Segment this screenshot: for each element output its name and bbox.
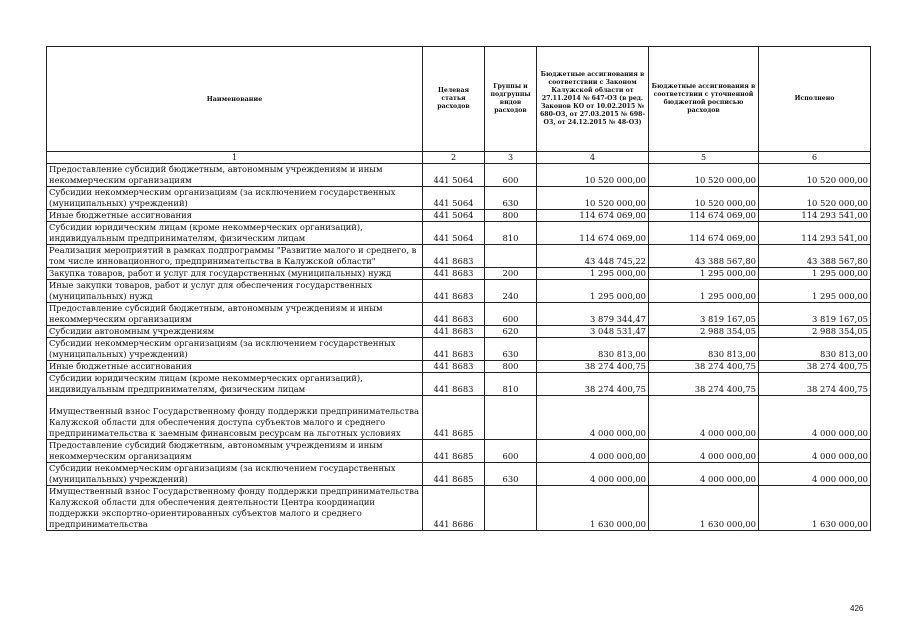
row-refined-amount: 4 000 000,00 [649,440,759,463]
row-group: 630 [485,338,537,361]
row-name: Субсидии автономным учреждениям [47,326,423,338]
row-target: 441 8683 [423,338,485,361]
row-executed-amount: 1 295 000,00 [759,280,871,303]
row-name: Субсидии некоммерческим организациям (за исключением государственных (муниципальных) учреждений) [47,187,423,210]
row-group: 240 [485,280,537,303]
table-row [47,463,871,486]
row-executed-amount: 43 388 567,80 [759,245,871,268]
row-law-amount: 38 274 400,75 [537,373,649,396]
table-body [47,164,871,531]
table-row [47,396,871,440]
row-target: 441 8683 [423,326,485,338]
header-group: Группы и подгруппы видов расходов [485,47,537,152]
row-group [485,245,537,268]
row-refined-amount: 38 274 400,75 [649,373,759,396]
budget-table [46,46,871,531]
row-refined-amount: 3 819 167,05 [649,303,759,326]
row-group: 200 [485,268,537,280]
row-target: 441 8685 [423,463,485,486]
row-name: Субсидии юридическим лицам (кроме некоммерческих организаций), индивидуальным предпринимателям, физическим лицам [47,222,423,245]
row-target: 441 8685 [423,396,485,440]
table-header-row [47,47,871,152]
row-law-amount: 3 879 344,47 [537,303,649,326]
row-executed-amount: 114 293 541,00 [759,222,871,245]
header-target: Целевая статья расходов [423,47,485,152]
row-law-amount: 1 295 000,00 [537,280,649,303]
row-refined-amount: 4 000 000,00 [649,463,759,486]
table-row [47,303,871,326]
row-refined-amount: 10 520 000,00 [649,187,759,210]
row-group: 600 [485,164,537,187]
row-group: 810 [485,373,537,396]
row-executed-amount: 38 274 400,75 [759,373,871,396]
row-name: Иные закупки товаров, работ и услуг для обеспечения государственных (муниципальных) нужд [47,280,423,303]
table-row [47,280,871,303]
row-group: 630 [485,463,537,486]
row-target: 441 8683 [423,245,485,268]
row-executed-amount: 830 813,00 [759,338,871,361]
column-number: 6 [759,152,871,164]
row-target: 441 8683 [423,280,485,303]
row-group: 630 [485,187,537,210]
row-group: 600 [485,303,537,326]
row-group: 810 [485,222,537,245]
table-row [47,326,871,338]
column-number: 5 [649,152,759,164]
row-executed-amount: 2 988 354,05 [759,326,871,338]
row-target: 441 8683 [423,268,485,280]
row-name: Субсидии некоммерческим организациям (за исключением государственных (муниципальных) учреждений) [47,463,423,486]
row-target: 441 8686 [423,486,485,531]
row-group [485,396,537,440]
row-law-amount: 10 520 000,00 [537,187,649,210]
table-row [47,268,871,280]
row-refined-amount: 1 295 000,00 [649,280,759,303]
row-target: 441 8683 [423,361,485,373]
row-target: 441 8685 [423,440,485,463]
row-executed-amount: 10 520 000,00 [759,164,871,187]
row-executed-amount: 114 293 541,00 [759,210,871,222]
row-law-amount: 1 295 000,00 [537,268,649,280]
row-law-amount: 4 000 000,00 [537,440,649,463]
row-name: Имущественный взнос Государственному фонду поддержки предпринимательства Калужской области для обеспечения доступа субъектов малого и среднего предпринимательства к заемным финансовым ресурсам на льготных условиях [47,396,423,440]
row-law-amount: 830 813,00 [537,338,649,361]
row-law-amount: 1 630 000,00 [537,486,649,531]
row-target: 441 5064 [423,210,485,222]
row-target: 441 5064 [423,222,485,245]
row-executed-amount: 1 295 000,00 [759,268,871,280]
row-name: Реализация мероприятий в рамках подпрограммы "Развитие малого и среднего, в том числе инновационного, предпринимательства в Калужской области" [47,245,423,268]
row-law-amount: 4 000 000,00 [537,396,649,440]
row-target: 441 8683 [423,373,485,396]
row-group: 620 [485,326,537,338]
table-row [47,373,871,396]
row-name: Иные бюджетные ассигнования [47,210,423,222]
row-refined-amount: 1 630 000,00 [649,486,759,531]
table-row [47,440,871,463]
row-refined-amount: 43 388 567,80 [649,245,759,268]
page-number: 426 [850,604,864,613]
row-executed-amount: 38 274 400,75 [759,361,871,373]
row-law-amount: 4 000 000,00 [537,463,649,486]
row-executed-amount: 3 819 167,05 [759,303,871,326]
column-number: 3 [485,152,537,164]
row-law-amount: 3 048 531,47 [537,326,649,338]
row-refined-amount: 2 988 354,05 [649,326,759,338]
table-row [47,222,871,245]
budget-table-sheet [46,46,870,531]
row-law-amount: 43 448 745,22 [537,245,649,268]
row-law-amount: 114 674 069,00 [537,210,649,222]
column-number: 1 [47,152,423,164]
table-row [47,361,871,373]
table-row [47,486,871,531]
row-name: Закупка товаров, работ и услуг для государственных (муниципальных) нужд [47,268,423,280]
row-executed-amount: 4 000 000,00 [759,396,871,440]
row-group: 800 [485,361,537,373]
row-name: Имущественный взнос Государственному фонду поддержки предпринимательства Калужской области для обеспечения деятельности Центра координации поддержки экспортно-ориентированных субъектов малого и среднего предпринимательства [47,486,423,531]
header-refined: Бюджетные ассигнования в соответствии с уточненной бюджетной росписью расходов [649,47,759,152]
row-name: Субсидии юридическим лицам (кроме некоммерческих организаций), индивидуальным предпринимателям, физическим лицам [47,373,423,396]
row-target: 441 5064 [423,164,485,187]
row-group: 600 [485,440,537,463]
column-number: 4 [537,152,649,164]
column-number-row [47,152,871,164]
row-executed-amount: 1 630 000,00 [759,486,871,531]
row-name: Субсидии некоммерческим организациям (за исключением государственных (муниципальных) учреждений) [47,338,423,361]
row-target: 441 8683 [423,303,485,326]
table-row [47,210,871,222]
row-law-amount: 114 674 069,00 [537,222,649,245]
header-executed: Исполнено [759,47,871,152]
row-executed-amount: 4 000 000,00 [759,463,871,486]
row-refined-amount: 4 000 000,00 [649,396,759,440]
row-refined-amount: 114 674 069,00 [649,222,759,245]
row-refined-amount: 830 813,00 [649,338,759,361]
table-row [47,245,871,268]
table-row [47,187,871,210]
column-number: 2 [423,152,485,164]
row-executed-amount: 10 520 000,00 [759,187,871,210]
row-law-amount: 38 274 400,75 [537,361,649,373]
row-group [485,486,537,531]
row-refined-amount: 114 674 069,00 [649,210,759,222]
row-refined-amount: 10 520 000,00 [649,164,759,187]
row-group: 800 [485,210,537,222]
row-law-amount: 10 520 000,00 [537,164,649,187]
row-executed-amount: 4 000 000,00 [759,440,871,463]
row-target: 441 5064 [423,187,485,210]
row-refined-amount: 38 274 400,75 [649,361,759,373]
row-name: Иные бюджетные ассигнования [47,361,423,373]
row-name: Предоставление субсидий бюджетным, автономным учреждениям и иным некоммерческим организациям [47,164,423,187]
header-name: Наименование [47,47,423,152]
header-law: Бюджетные ассигнования в соответствии с Законом Калужской области от 27.11.2014 № 647-ОЗ (в ред. Законов КО от 10.02.2015 № 680-ОЗ, от 27.03.2015 № 698-ОЗ, от 24.12.2015 № 48-ОЗ) [537,47,649,152]
row-name: Предоставление субсидий бюджетным, автономным учреждениям и иным некоммерческим организациям [47,303,423,326]
row-refined-amount: 1 295 000,00 [649,268,759,280]
table-row [47,164,871,187]
row-name: Предоставление субсидий бюджетным, автономным учреждениям и иным некоммерческим организациям [47,440,423,463]
table-row [47,338,871,361]
